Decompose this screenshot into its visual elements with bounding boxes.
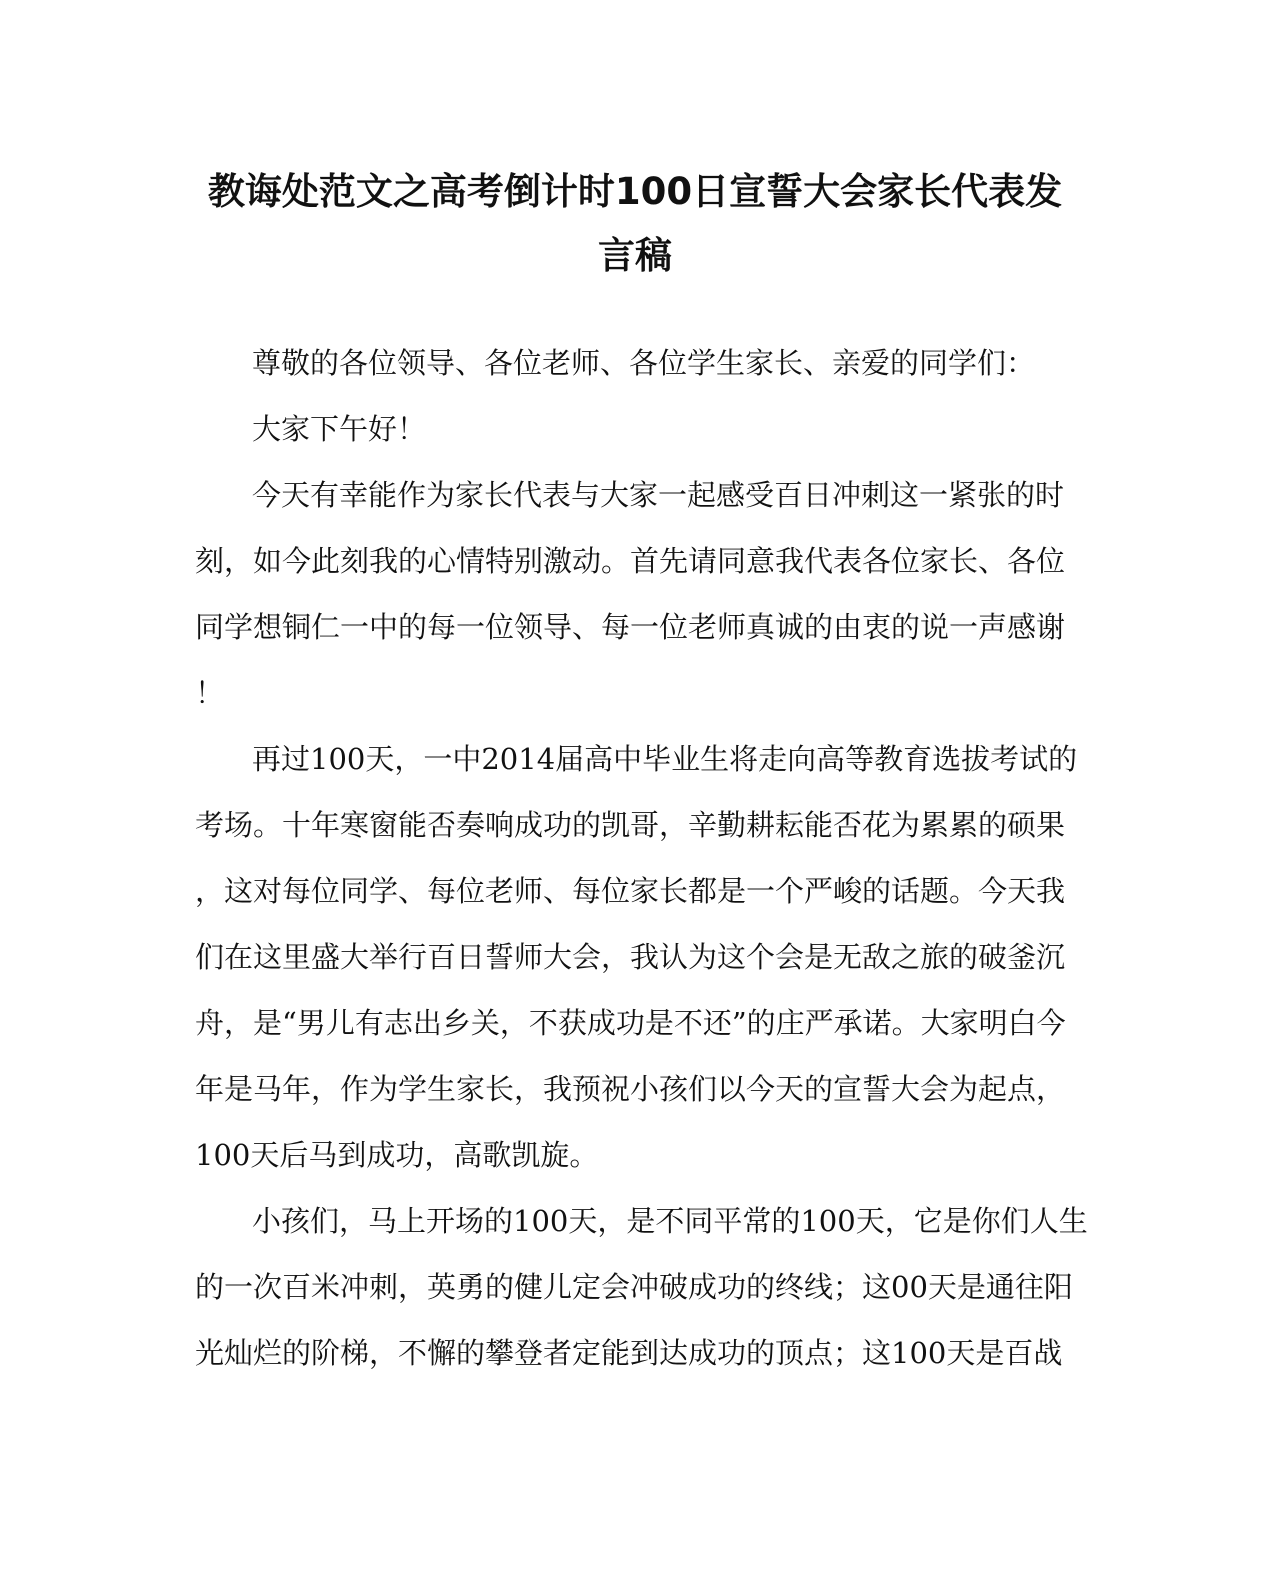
text-line: 刻，如今此刻我的心情特别激动。首先请同意我代表各位家长、各位 [195,544,1066,578]
text-line: 大家下午好！ [252,412,427,446]
paragraph-greeting [195,396,1055,462]
text-line: 舟，是“男儿有志出乡关，不获成功是不还”的庄严承诺。大家明白今 [195,1006,1066,1040]
text-line: ，这对每位同学、每位老师、每位家长都是一个严峻的话题。今天我 [195,874,1066,908]
text-line: 尊敬的各位领导、各位老师、各位学生家长、亲爱的同学们： [252,346,1036,380]
text-line: 们在这里盛大举行百日誓师大会，我认为这个会是无敌之旅的破釜沉 [195,940,1066,974]
text-line: 同学想铜仁一中的每一位领导、每一位老师真诚的由衷的说一声感谢 [195,610,1066,644]
text-line: 100天后马到成功，高歌凯旋。 [195,1138,599,1172]
text-line: 小孩们，马上开场的100天，是不同平常的100天，它是你们人生 [252,1204,1088,1238]
text-line: 光灿烂的阶梯，不懈的攀登者定能到达成功的顶点；这100天是百战 [195,1336,1063,1370]
text-line: 的一次百米冲刺，英勇的健儿定会冲破成功的终线；这00天是通往阳 [195,1270,1073,1304]
text-line: 考场。十年寒窗能否奏响成功的凯哥，辛勤耕耘能否花为累累的硕果 [195,808,1066,842]
text-line: 再过100天，一中2014届高中毕业生将走向高等教育选拔考试的 [252,742,1078,776]
paragraph-exam [195,726,1078,1188]
paragraph-children [195,1188,1088,1386]
document-title [195,160,1075,288]
text-line: 年是马年，作为学生家长，我预祝小孩们以今天的宣誓大会为起点， [195,1072,1066,1106]
title-line: 教诲处范文之高考倒计时100日宣誓大会家长代表发 [207,170,1063,213]
title-line: 言稿 [598,234,672,277]
text-line: ！ [195,676,225,710]
paragraph-salutation [195,330,1055,396]
document-body [195,330,1088,1386]
paragraph-thanks [195,462,1066,726]
text-line: 今天有幸能作为家长代表与大家一起感受百日冲刺这一紧张的时 [252,478,1065,512]
